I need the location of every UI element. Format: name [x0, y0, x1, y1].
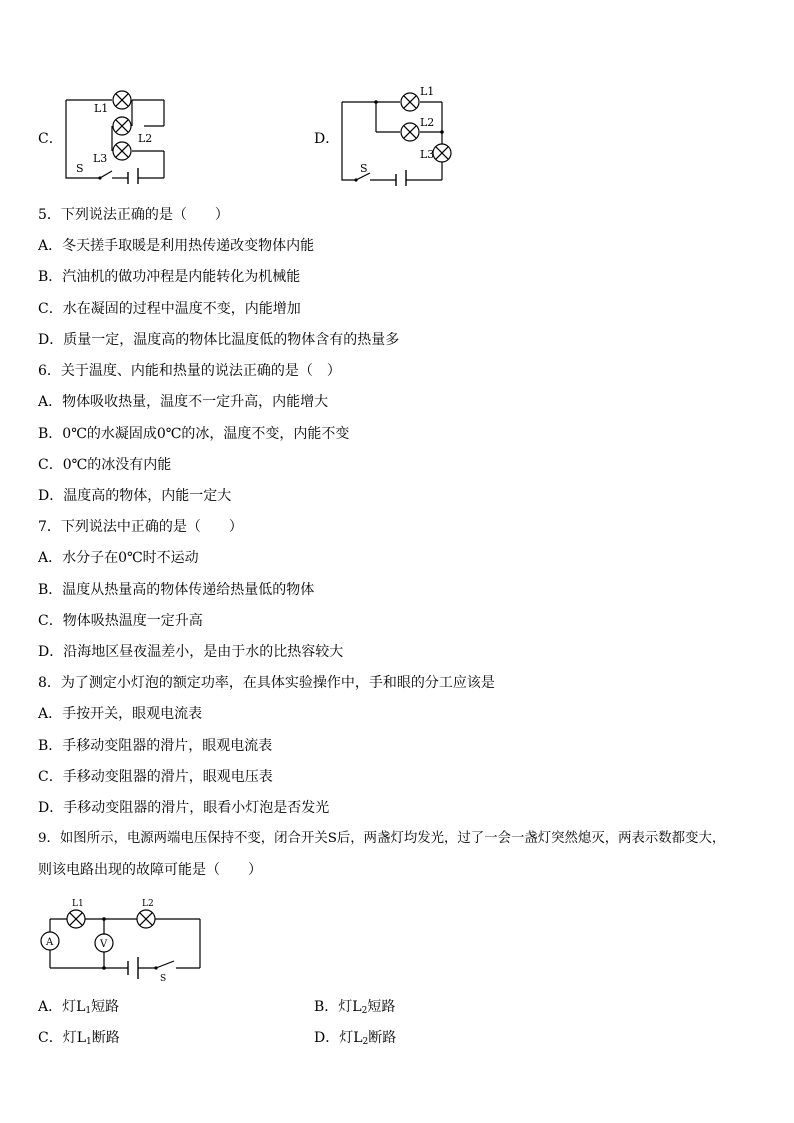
q9-lamp2-label: L2: [142, 899, 154, 909]
d-lamp3-label: L3: [420, 148, 435, 161]
q7-stem: 7．下列说法中正确的是（ ）: [38, 519, 243, 535]
option-d-label: D．: [314, 131, 340, 147]
q9-lamp1-label: L1: [72, 899, 84, 909]
c-lamp3-label: L3: [93, 152, 108, 165]
q9-option-b: B．灯$L_2$短路: [314, 999, 396, 1016]
q5-option-b: B．汽油机的做功冲程是内能转化为机械能: [38, 269, 301, 285]
q5-option-d: D．质量一定，温度高的物体比温度低的物体含有的热量多: [38, 332, 400, 348]
q9-option-a: A．灯$L_1$短路: [38, 999, 120, 1016]
q8-option-a: A．手按开关，眼观电流表: [38, 706, 203, 722]
q9-option-d: D．灯$L_2$断路: [314, 1030, 397, 1047]
circuit-diagram-c: [60, 84, 170, 184]
d-lamp2-label: L2: [420, 116, 435, 129]
q5-option-c: C．水在凝固的过程中温度不变，内能增加: [38, 301, 301, 317]
q6-option-a: A．物体吸收热量，温度不一定升高，内能增大: [38, 394, 329, 410]
q9-option-c: C．灯$L_1$断路: [38, 1030, 120, 1047]
circuit-diagram-d: [336, 82, 466, 186]
q8-stem: 8．为了测定小灯泡的额定功率，在具体实验操作中，手和眼的分工应该是: [38, 675, 495, 691]
q9-switch-label: S: [160, 974, 167, 982]
q6-option-c: C．0℃的冰没有内能: [38, 457, 172, 473]
c-lamp1-label: L1: [94, 102, 109, 115]
q8-option-b: B．手移动变阻器的滑片，眼观电流表: [38, 738, 273, 754]
q7-option-a: A．水分子在0℃时不运动: [38, 550, 199, 566]
q9-ammeter-label: A: [46, 937, 54, 948]
q7-option-b: B．温度从热量高的物体传递给热量低的物体: [38, 582, 315, 598]
q6-stem: 6．关于温度、内能和热量的说法正确的是（ ）: [38, 363, 341, 379]
q5-stem: 5．下列说法正确的是（ ）: [38, 207, 229, 223]
q7-option-d: D．沿海地区昼夜温差小，是由于水的比热容较大: [38, 644, 344, 660]
q5-option-a: A．冬天搓手取暖是利用热传递改变物体内能: [38, 238, 315, 254]
q6-option-d: D．温度高的物体，内能一定大: [38, 488, 232, 504]
q9-circuit-diagram: [36, 892, 208, 982]
d-switch-label: S: [360, 162, 368, 175]
q9-voltmeter-label: V: [100, 939, 108, 950]
q9-stem-line1: 9．如图所示，电源两端电压保持不变，闭合开关S后，两盏灯均发光，过了一会一盏灯突然熄灭，两表示数都变大，: [38, 831, 726, 846]
c-lamp2-label: L2: [138, 132, 153, 145]
q8-option-c: C．手移动变阻器的滑片，眼观电压表: [38, 769, 273, 785]
d-lamp1-label: L1: [420, 85, 435, 98]
option-c-label: C．: [38, 131, 63, 147]
q6-option-b: B．0℃的水凝固成0℃的冰，温度不变，内能不变: [38, 426, 350, 442]
c-switch-label: S: [76, 162, 84, 175]
q7-option-c: C．物体吸热温度一定升高: [38, 613, 203, 629]
q8-option-d: D．手移动变阻器的滑片，眼看小灯泡是否发光: [38, 800, 330, 816]
q9-stem-line2: 则该电路出现的故障可能是（ ）: [38, 862, 262, 878]
